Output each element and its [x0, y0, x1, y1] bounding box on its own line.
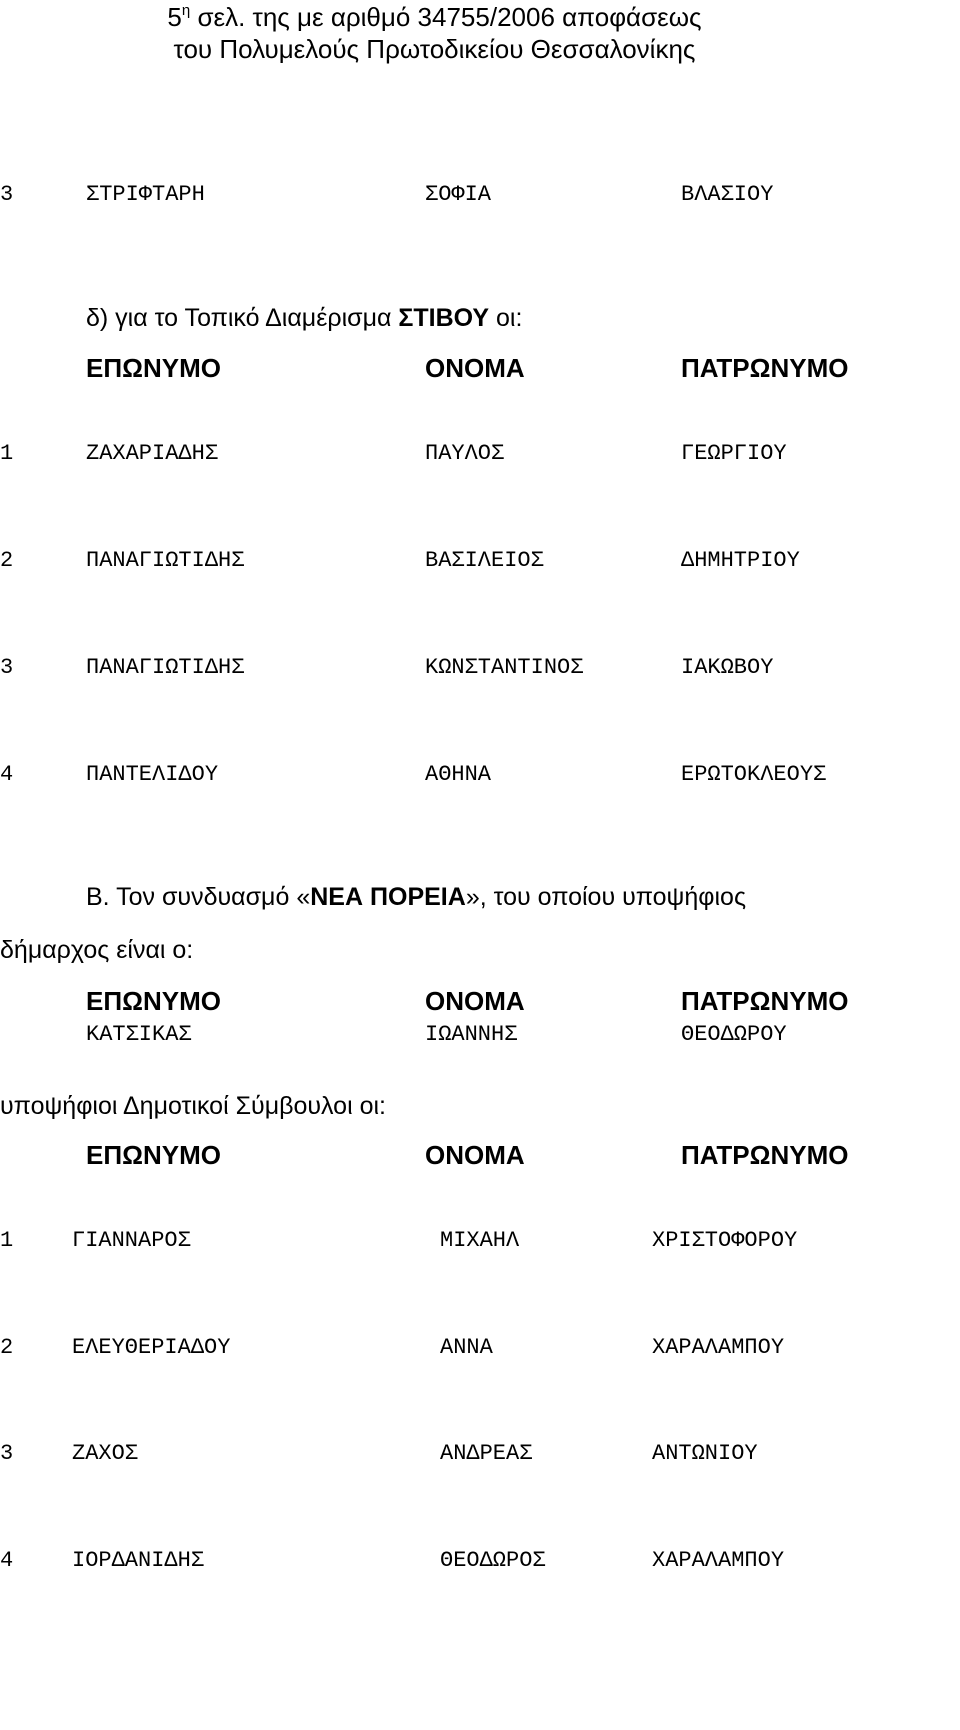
col-header-surname: ΕΠΩΝΥΜΟ — [86, 1140, 221, 1170]
councillor-row-number: 1 — [0, 1228, 14, 1253]
district-row-father: ΔΗΜΗΤΡΙΟΥ — [681, 548, 800, 573]
section-b-line2: δήμαρχος είναι ο: — [0, 936, 194, 964]
councillor-row-father: ΧΡΙΣΤΟΦΟΡΟΥ — [652, 1228, 798, 1253]
col-header-name: ΟΝΟΜΑ — [425, 1140, 525, 1170]
col-header-surname: ΕΠΩΝΥΜΟ — [86, 986, 221, 1016]
councillors-label: υποψήφιοι Δημοτικοί Σύμβουλοι οι: — [0, 1092, 386, 1120]
district-row-name: ΠΑΥΛΟΣ — [425, 441, 505, 466]
coalition-name: ΝΕΑ ΠΟΡΕΙΑ — [310, 883, 466, 911]
col-header-father: ΠΑΤΡΩΝΥΜΟ — [681, 353, 849, 383]
mayor-father: ΘΕΟΔΩΡΟΥ — [681, 1022, 787, 1047]
district-row-number: 4 — [0, 762, 14, 787]
prev-row-father: ΒΛΑΣΙΟΥ — [681, 182, 774, 207]
councillor-row-name: ΑΝΔΡΕΑΣ — [440, 1441, 533, 1466]
district-row-father: ΕΡΩΤΟΚΛΕΟΥΣ — [681, 762, 827, 787]
col-header-name: ΟΝΟΜΑ — [425, 353, 525, 383]
page-header-line1: $5^\eta$ σελ. της με αριθμό 34755/2006 αποφάσεως — [167, 2, 702, 32]
councillor-row-name: ΘΕΟΔΩΡΟΣ — [440, 1548, 546, 1573]
page-header-line2: του Πολυμελούς Πρωτοδικείου Θεσσαλονίκης — [173, 34, 696, 64]
col-header-surname: ΕΠΩΝΥΜΟ — [86, 353, 221, 383]
district-row-number: 3 — [0, 655, 14, 680]
district-row-surname: ΠΑΝΑΓΙΩΤΙΔΗΣ — [86, 548, 245, 573]
councillor-row-father: ΧΑΡΑΛΑΜΠΟΥ — [652, 1548, 785, 1573]
section-b-line1: Β. Τον συνδυασμό «ΝΕΑ ΠΟΡΕΙΑ», του οποίου υποψήφιος — [86, 883, 746, 911]
col-header-father: ΠΑΤΡΩΝΥΜΟ — [681, 986, 849, 1016]
councillor-row-father: ΑΝΤΩΝΙΟΥ — [652, 1441, 758, 1466]
section-d-heading: δ) για το Τοπικό Διαμέρισμα ΣΤΙΒΟΥ οι: — [86, 304, 523, 332]
councillor-row-number: 4 — [0, 1548, 14, 1573]
councillor-row-surname: ΙΟΡΔΑΝΙΔΗΣ — [72, 1548, 205, 1573]
district-name: ΣΤΙΒΟΥ — [398, 304, 490, 332]
councillor-row-number: 2 — [0, 1335, 14, 1360]
district-row-name: ΚΩΝΣΤΑΝΤΙΝΟΣ — [425, 655, 584, 680]
prev-row-surname: ΣΤΡΙΦΤΑΡΗ — [86, 182, 205, 207]
district-row-number: 2 — [0, 548, 14, 573]
councillor-row-number: 3 — [0, 1441, 14, 1466]
councillor-row-name: ΜΙΧΑΗΛ — [440, 1228, 520, 1253]
district-row-name: ΒΑΣΙΛΕΙΟΣ — [425, 548, 544, 573]
prev-row-number: 3 — [0, 182, 14, 207]
district-row-father: ΙΑΚΩΒΟΥ — [681, 655, 774, 680]
councillor-row-surname: ΖΑΧΟΣ — [72, 1441, 139, 1466]
councillor-row-name: ΑΝΝΑ — [440, 1335, 493, 1360]
district-row-father: ΓΕΩΡΓΙΟΥ — [681, 441, 787, 466]
district-row-number: 1 — [0, 441, 14, 466]
col-header-name: ΟΝΟΜΑ — [425, 986, 525, 1016]
councillor-row-father: ΧΑΡΑΛΑΜΠΟΥ — [652, 1335, 785, 1360]
page-superscript: η — [181, 2, 191, 19]
mayor-name: ΙΩΑΝΝΗΣ — [425, 1022, 518, 1047]
prev-row-name: ΣΟΦΙΑ — [425, 182, 492, 207]
district-row-surname: ΠΑΝΤΕΛΙΔΟΥ — [86, 762, 219, 787]
col-header-father: ΠΑΤΡΩΝΥΜΟ — [681, 1140, 849, 1170]
councillor-row-surname: ΕΛΕΥΘΕΡΙΑΔΟΥ — [72, 1335, 231, 1360]
mayor-surname: ΚΑΤΣΙΚΑΣ — [86, 1022, 192, 1047]
district-row-name: ΑΘΗΝΑ — [425, 762, 492, 787]
district-row-surname: ΖΑΧΑΡΙΑΔΗΣ — [86, 441, 219, 466]
district-row-surname: ΠΑΝΑΓΙΩΤΙΔΗΣ — [86, 655, 245, 680]
councillor-row-surname: ΓΙΑΝΝΑΡΟΣ — [72, 1228, 191, 1253]
